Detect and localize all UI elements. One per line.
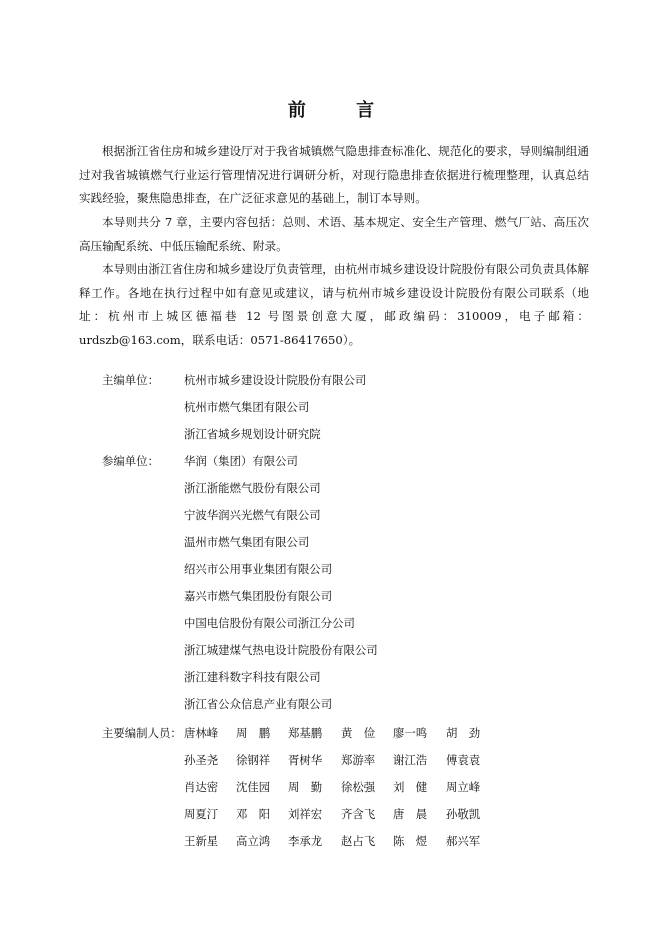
editor-name: 赵占飞 xyxy=(341,834,376,848)
participating-unit-item: 中国电信股份有限公司浙江分公司 xyxy=(184,616,355,630)
participating-unit-item: 浙江省公众信息产业有限公司 xyxy=(184,697,333,711)
editor-name: 沈佳园 xyxy=(236,780,271,794)
paragraph-3: 本导则由浙江省住房和城乡建设厅负责管理，由杭州市城乡建设设计院股份有限公司负责具体解释工作。各地在执行过程中如有意见或建议，请与杭州市城乡建设设计院股份有限公司联系（地址：杭州市上城区德福巷 12 号图景创意大厦，邮政编码：310009，电子邮箱：urdszb@163.com，联系电话：0571-86417650）。 xyxy=(79,262,589,347)
editor-name: 徐松强 xyxy=(341,780,376,794)
participating-unit-item: 浙江城建煤气热电设计院股份有限公司 xyxy=(184,643,378,657)
paragraph-2-block xyxy=(79,211,589,258)
editor-name: 傅袁袁 xyxy=(446,753,481,767)
editors-label: 主要编制人员： xyxy=(102,726,182,740)
page-title: 前 言 xyxy=(287,100,397,121)
chief-unit-item: 杭州市燃气集团有限公司 xyxy=(184,400,310,414)
editor-name: 刘 健 xyxy=(393,780,428,794)
paragraph-2: 本导则共分 7 章，主要内容包括：总则、术语、基本规定、安全生产管理、燃气厂站、高压次高压输配系统、中低压输配系统、附录。 xyxy=(79,215,589,253)
editor-name: 刘祥宏 xyxy=(288,807,323,821)
editor-name: 周夏汀 xyxy=(184,807,219,821)
editor-row xyxy=(184,747,504,774)
participating-unit-item: 宁波华润兴光燃气有限公司 xyxy=(184,508,321,522)
editor-row xyxy=(184,801,504,828)
paragraph-1: 根据浙江省住房和城乡建设厅对于我省城镇燃气隐患排查标准化、规范化的要求，导则编制组通过对我省城镇燃气行业运行管理情况进行调研分析，对现行隐患排查依据进行梳理整理，认真总结实践经验，聚焦隐患排查，在广泛征求意见的基础上，制订本导则。 xyxy=(79,144,589,206)
editor-name: 王新星 xyxy=(184,834,219,848)
editor-name: 肖达密 xyxy=(184,780,219,794)
chief-unit-item: 浙江省城乡规划设计研究院 xyxy=(184,427,321,441)
editor-name: 周立峰 xyxy=(446,780,481,794)
editor-name: 郑基鹏 xyxy=(288,726,323,740)
editor-name: 唐林峰 xyxy=(184,726,219,740)
editor-name: 周 鹏 xyxy=(236,726,271,740)
participating-units-list xyxy=(184,448,378,718)
editor-name: 周 勤 xyxy=(288,780,323,794)
participating-unit-item: 温州市燃气集团有限公司 xyxy=(184,535,310,549)
editor-name: 郝兴军 xyxy=(446,834,481,848)
editor-name: 廖一鸣 xyxy=(393,726,428,740)
editor-name: 胡 劲 xyxy=(446,726,481,740)
editor-row xyxy=(184,828,504,855)
editor-name: 齐含飞 xyxy=(341,807,376,821)
editor-name: 邓 阳 xyxy=(236,807,271,821)
editor-name: 陈 煜 xyxy=(393,834,428,848)
paragraph-3-block xyxy=(79,258,589,352)
editor-name: 孙敬凯 xyxy=(446,807,481,821)
editor-name: 郑游率 xyxy=(341,753,376,767)
editor-row xyxy=(184,774,504,801)
editor-name: 谢江浩 xyxy=(393,753,428,767)
participating-unit-item: 嘉兴市燃气集团股份有限公司 xyxy=(184,589,333,603)
participating-unit-item: 绍兴市公用事业集团有限公司 xyxy=(184,562,333,576)
editor-name: 高立鸿 xyxy=(236,834,271,848)
editors-grid xyxy=(184,720,504,855)
editor-row xyxy=(184,720,504,747)
editor-name: 黄 俭 xyxy=(341,726,376,740)
chief-units-list xyxy=(184,367,366,448)
editor-name: 李承龙 xyxy=(288,834,323,848)
editor-name: 胥树华 xyxy=(288,753,323,767)
chief-unit-item: 杭州市城乡建设设计院股份有限公司 xyxy=(184,373,367,387)
editor-name: 唐 晨 xyxy=(393,807,428,821)
participating-unit-item: 浙江浙能燃气股份有限公司 xyxy=(184,481,321,495)
chief-units-label: 主编单位： xyxy=(102,373,159,387)
paragraph-1-block xyxy=(79,140,589,211)
participating-units-label: 参编单位： xyxy=(102,454,159,468)
editor-name: 孙圣尧 xyxy=(184,753,219,767)
editor-name: 徐钢祥 xyxy=(236,753,271,767)
participating-unit-item: 华润（集团）有限公司 xyxy=(184,454,298,468)
participating-unit-item: 浙江建科数字科技有限公司 xyxy=(184,670,321,684)
